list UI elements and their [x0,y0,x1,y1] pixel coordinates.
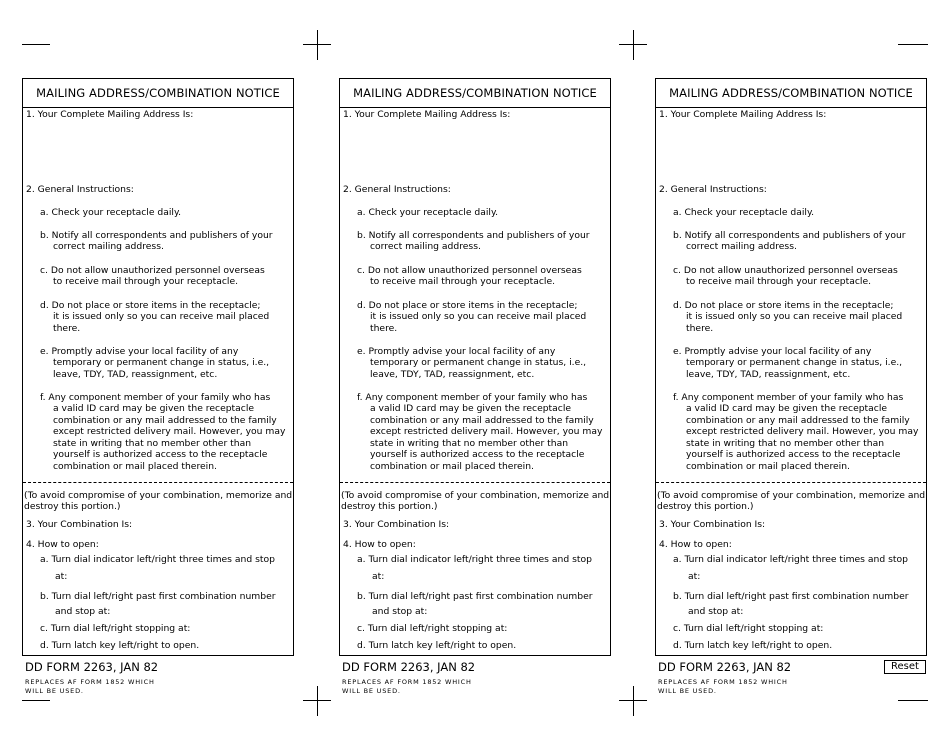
section-1-label: 1. Your Complete Mailing Address Is: [343,109,511,120]
open-step-a-cont: at: [372,571,385,582]
crop-mark [898,700,928,701]
registration-cross [317,30,318,60]
open-step-a-cont: at: [688,571,701,582]
section-3-label: 3. Your Combination Is: [26,519,133,530]
instruction-e-cont: leave, TDY, TAD, reassignment, etc. [686,369,851,380]
crop-mark [898,44,928,45]
tear-line [656,482,926,483]
instruction-f-cont: combination or mail placed therein. [686,461,850,472]
instruction-c: c. Do not allow unauthorized personnel overseas [40,265,265,276]
instruction-e: e. Promptly advise your local facility of any [357,346,556,357]
tear-line [23,482,293,483]
instruction-f-cont: combination or mail placed therein. [53,461,217,472]
open-step-b: b. Turn dial left/right past first combination number [673,591,909,602]
instruction-d-cont: it is issued only so you can receive mail placed [686,311,903,322]
instruction-d: d. Do not place or store items in the receptacle; [357,300,578,311]
section-2-label: 2. General Instructions: [659,184,767,195]
replaces-note-line: REPLACES AF FORM 1852 WHICH [25,678,155,686]
instruction-f: f. Any component member of your family who has [357,392,588,403]
instruction-b: b. Notify all correspondents and publishers of your [40,230,273,241]
instruction-f-cont: combination or any mail addressed to the family [370,415,594,426]
avoid-note-cont: destroy this portion.) [24,501,121,512]
section-2-label: 2. General Instructions: [26,184,134,195]
instruction-f-cont: yourself is authorized access to the receptacle [370,449,585,460]
registration-cross [633,30,634,60]
instruction-b-cont: correct mailing address. [53,241,164,252]
instruction-c-cont: to receive mail through your receptacle. [370,276,556,287]
avoid-note: (To avoid compromise of your combination, memorize and [341,490,610,501]
avoid-note: (To avoid compromise of your combination, memorize and [657,490,926,501]
instruction-e: e. Promptly advise your local facility of any [673,346,872,357]
open-step-d: d. Turn latch key left/right to open. [357,640,517,651]
instruction-f-cont: state in writing that no member other than [53,438,252,449]
notice-card [22,78,294,656]
instruction-a: a. Check your receptacle daily. [40,207,182,218]
instruction-f-cont: except restricted delivery mail. However, you may [53,426,286,437]
instruction-f-cont: yourself is authorized access to the receptacle [686,449,901,460]
section-3-label: 3. Your Combination Is: [659,519,766,530]
instruction-c: c. Do not allow unauthorized personnel overseas [673,265,898,276]
replaces-note-line: REPLACES AF FORM 1852 WHICH [342,678,472,686]
tear-line [340,482,610,483]
open-step-d: d. Turn latch key left/right to open. [673,640,833,651]
instruction-e: e. Promptly advise your local facility of any [40,346,239,357]
instruction-f-cont: state in writing that no member other than [370,438,569,449]
instruction-c: c. Do not allow unauthorized personnel overseas [357,265,582,276]
instruction-f-cont: a valid ID card may be given the receptacle [686,403,888,414]
instruction-d: d. Do not place or store items in the receptacle; [40,300,261,311]
instruction-e-cont: leave, TDY, TAD, reassignment, etc. [370,369,535,380]
replaces-note-line: WILL BE USED. [658,687,717,695]
instruction-a: a. Check your receptacle daily. [673,207,815,218]
instruction-f-cont: yourself is authorized access to the receptacle [53,449,268,460]
instruction-c-cont: to receive mail through your receptacle. [686,276,872,287]
form-number: DD FORM 2263, JAN 82 [342,660,476,674]
open-step-a: a. Turn dial indicator left/right three times and stop [40,554,275,565]
instruction-f: f. Any component member of your family who has [673,392,904,403]
instruction-c-cont: to receive mail through your receptacle. [53,276,239,287]
instruction-f-cont: combination or any mail addressed to the family [686,415,910,426]
section-4-label: 4. How to open: [659,539,732,550]
section-4-label: 4. How to open: [343,539,416,550]
section-1-label: 1. Your Complete Mailing Address Is: [26,109,194,120]
open-step-c: c. Turn dial left/right stopping at: [40,623,191,634]
reset-button[interactable]: Reset [884,660,926,674]
instruction-d: d. Do not place or store items in the receptacle; [673,300,894,311]
replaces-note [658,678,788,696]
instruction-d-cont: there. [370,323,398,334]
instruction-f-cont: except restricted delivery mail. However, you may [686,426,919,437]
card-title: MAILING ADDRESS/COMBINATION NOTICE [656,79,926,108]
open-step-b-cont: and stop at: [55,606,111,617]
instruction-f: f. Any component member of your family who has [40,392,271,403]
instruction-a: a. Check your receptacle daily. [357,207,499,218]
instruction-b-cont: correct mailing address. [686,241,797,252]
card-title: MAILING ADDRESS/COMBINATION NOTICE [23,79,293,108]
instruction-e-cont: leave, TDY, TAD, reassignment, etc. [53,369,218,380]
instruction-b: b. Notify all correspondents and publishers of your [673,230,906,241]
instruction-f-cont: a valid ID card may be given the receptacle [370,403,572,414]
open-step-a-cont: at: [55,571,68,582]
instruction-e-cont: temporary or permanent change in status, i.e., [53,357,270,368]
form-number: DD FORM 2263, JAN 82 [658,660,792,674]
registration-cross [317,686,318,716]
instruction-d-cont: there. [686,323,714,334]
avoid-note-cont: destroy this portion.) [657,501,754,512]
replaces-note-line: WILL BE USED. [25,687,84,695]
open-step-b-cont: and stop at: [372,606,428,617]
crop-mark [22,44,50,45]
section-2-label: 2. General Instructions: [343,184,451,195]
form-number: DD FORM 2263, JAN 82 [25,660,159,674]
open-step-d: d. Turn latch key left/right to open. [40,640,200,651]
avoid-note-cont: destroy this portion.) [341,501,438,512]
section-3-label: 3. Your Combination Is: [343,519,450,530]
open-step-b-cont: and stop at: [688,606,744,617]
open-step-b: b. Turn dial left/right past first combination number [40,591,276,602]
open-step-a: a. Turn dial indicator left/right three times and stop [357,554,592,565]
open-step-b: b. Turn dial left/right past first combination number [357,591,593,602]
instruction-b-cont: correct mailing address. [370,241,481,252]
section-1-label: 1. Your Complete Mailing Address Is: [659,109,827,120]
replaces-note [342,678,472,696]
instruction-f-cont: a valid ID card may be given the receptacle [53,403,255,414]
replaces-note-line: REPLACES AF FORM 1852 WHICH [658,678,788,686]
instruction-d-cont: there. [53,323,81,334]
crop-mark [22,700,50,701]
open-step-c: c. Turn dial left/right stopping at: [357,623,508,634]
notice-card [339,78,611,656]
section-4-label: 4. How to open: [26,539,99,550]
avoid-note: (To avoid compromise of your combination, memorize and [24,490,293,501]
instruction-f-cont: state in writing that no member other than [686,438,885,449]
instruction-b: b. Notify all correspondents and publishers of your [357,230,590,241]
instruction-f-cont: except restricted delivery mail. However, you may [370,426,603,437]
notice-card [655,78,927,656]
instruction-d-cont: it is issued only so you can receive mail placed [53,311,270,322]
replaces-note-line: WILL BE USED. [342,687,401,695]
registration-cross [633,686,634,716]
replaces-note [25,678,155,696]
instruction-d-cont: it is issued only so you can receive mail placed [370,311,587,322]
card-title: MAILING ADDRESS/COMBINATION NOTICE [340,79,610,108]
open-step-c: c. Turn dial left/right stopping at: [673,623,824,634]
open-step-a: a. Turn dial indicator left/right three times and stop [673,554,908,565]
instruction-f-cont: combination or mail placed therein. [370,461,534,472]
instruction-e-cont: temporary or permanent change in status, i.e., [370,357,587,368]
instruction-e-cont: temporary or permanent change in status, i.e., [686,357,903,368]
instruction-f-cont: combination or any mail addressed to the family [53,415,277,426]
